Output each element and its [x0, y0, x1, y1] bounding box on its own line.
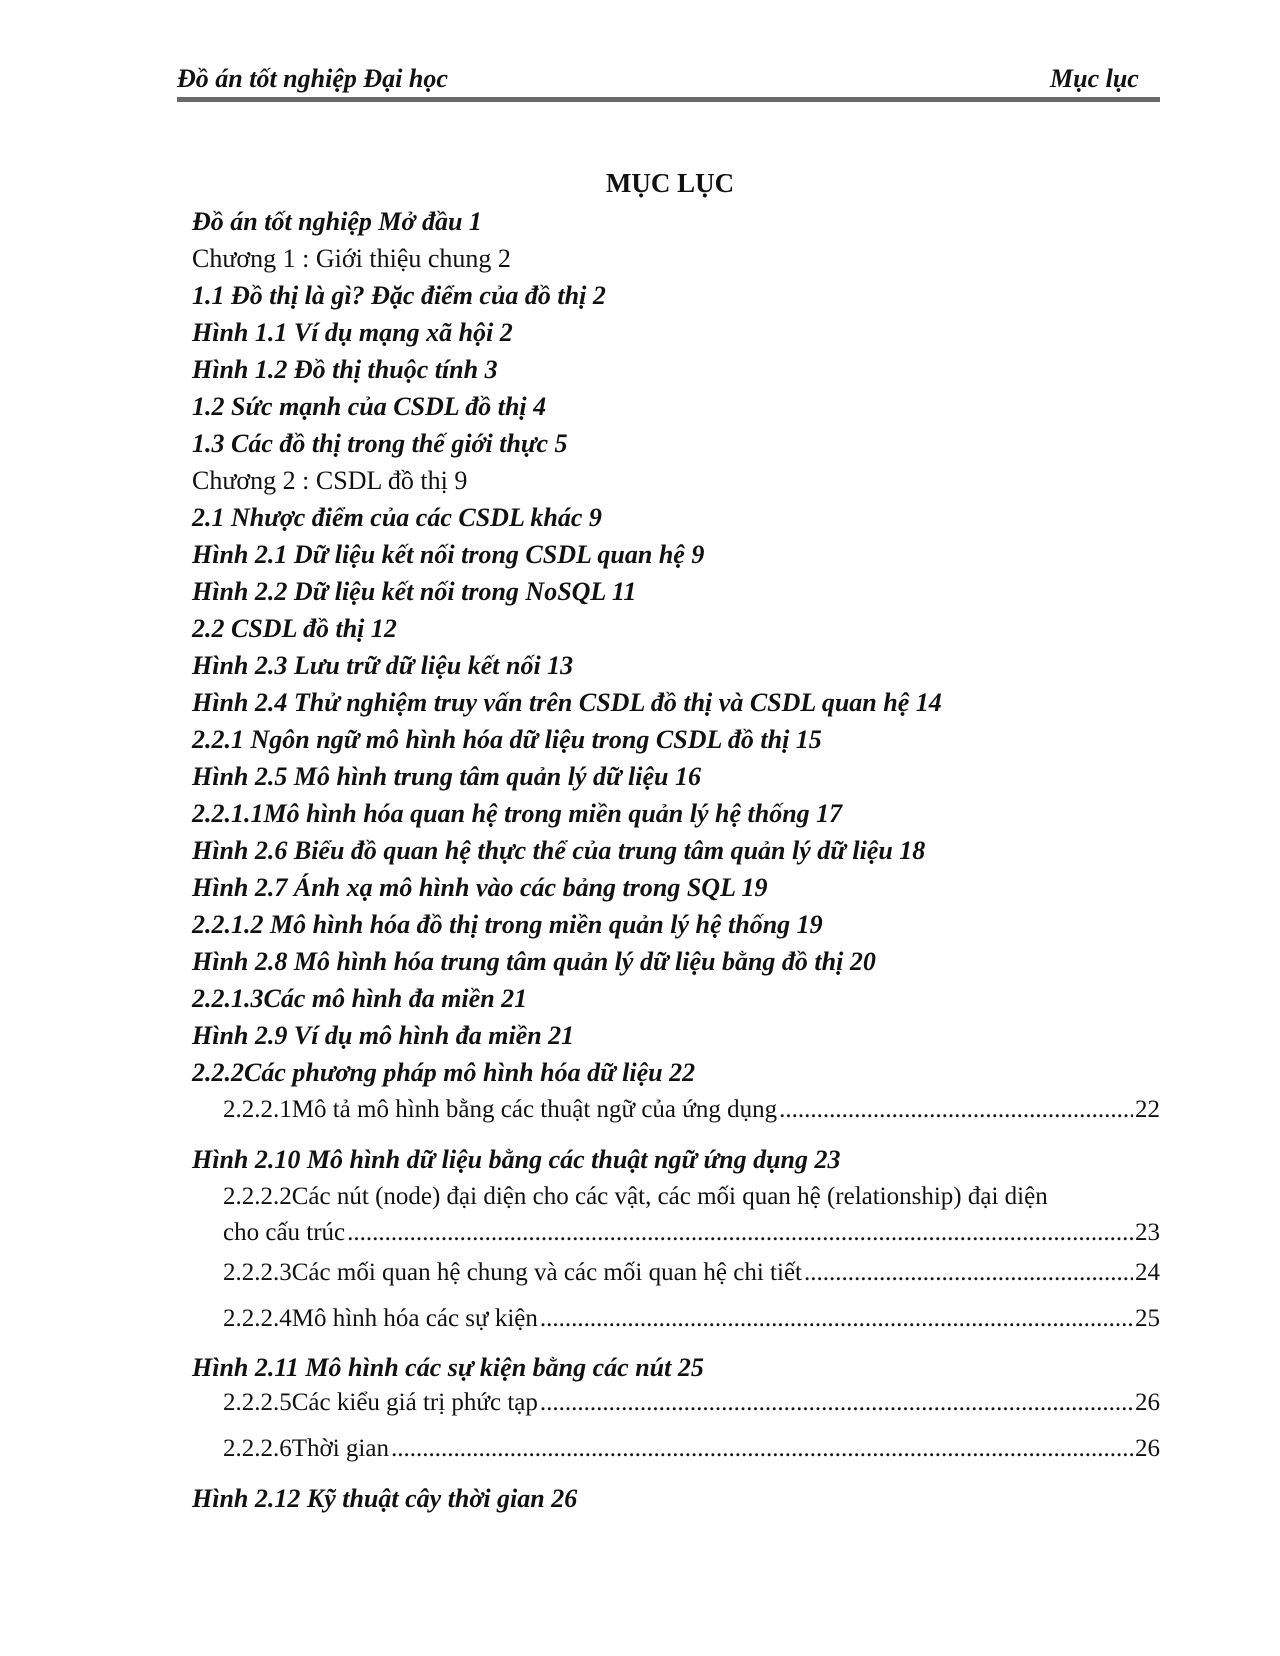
toc-entry[interactable]: 1.1 Đồ thị là gì? Đặc điểm của đồ thị 2	[192, 281, 606, 310]
toc-entry-label: 2.2.2.6Thời gian	[223, 1435, 389, 1462]
toc-entry-label: 2.2.2.5Các kiểu giá trị phức tạp	[223, 1389, 538, 1416]
toc-entry[interactable]: Hình 2.8 Mô hình hóa trung tâm quản lý dữ liệu bằng đồ thị 20	[192, 947, 876, 976]
toc-entry-dotted-multiline[interactable]	[223, 1179, 1160, 1251]
toc-entry[interactable]: Hình 2.2 Dữ liệu kết nối trong NoSQL 11	[192, 577, 637, 606]
toc-entry-label: 2.2.2.1Mô tả mô hình bằng các thuật ngữ của ứng dụng	[223, 1096, 778, 1123]
toc-entry[interactable]: Chương 1 : Giới thiệu chung 2	[192, 244, 511, 273]
toc-entry-label: 2.2.2.3Các mối quan hệ chung và các mối quan hệ chi tiết	[223, 1259, 802, 1286]
toc-entry[interactable]: 2.2.1.3Các mô hình đa miền 21	[192, 984, 528, 1013]
header-right-title: Mục lục	[1050, 64, 1139, 93]
toc-page-number: 22	[1135, 1096, 1160, 1123]
toc-entry-label: 2.2.2.2Các nút (node) đại diện cho các vật, các mối quan hệ (relationship) đại diện	[223, 1183, 1048, 1210]
toc-leader-dots	[391, 1434, 1133, 1464]
toc-leader-dots	[347, 1215, 1133, 1251]
toc-entry[interactable]: 2.2.2Các phương pháp mô hình hóa dữ liệu 22	[192, 1058, 696, 1087]
toc-entry-dotted[interactable]	[223, 1095, 1160, 1125]
toc-entry[interactable]: Hình 2.4 Thử nghiệm truy vấn trên CSDL đồ thị và CSDL quan hệ 14	[192, 688, 942, 717]
toc-entry[interactable]: 2.2.1.2 Mô hình hóa đồ thị trong miền quản lý hệ thống 19	[192, 910, 823, 939]
toc-entry[interactable]: Hình 2.9 Ví dụ mô hình đa miền 21	[192, 1021, 575, 1050]
toc-entry-dotted[interactable]	[223, 1434, 1160, 1464]
toc-entry-label-cont: cho cấu trúc	[223, 1219, 346, 1246]
toc-entry-dotted[interactable]	[223, 1304, 1160, 1334]
toc-entry[interactable]: Hình 2.6 Biểu đồ quan hệ thực thể của trung tâm quản lý dữ liệu 18	[192, 836, 926, 865]
toc-entry[interactable]: Đồ án tốt nghiệp Mở đầu 1	[192, 207, 482, 236]
toc-entry[interactable]: 1.3 Các đồ thị trong thế giới thực 5	[192, 429, 568, 458]
toc-leader-dots	[804, 1258, 1133, 1288]
toc-entry[interactable]: Hình 2.1 Dữ liệu kết nối trong CSDL quan hệ 9	[192, 540, 705, 569]
toc-entry[interactable]: Hình 2.10 Mô hình dữ liệu bằng các thuật ngữ ứng dụng 23	[192, 1145, 841, 1174]
toc-page-number: 26	[1135, 1435, 1160, 1462]
header-left-title: Đồ án tốt nghiệp Đại học	[177, 64, 448, 93]
toc-entry[interactable]: Hình 2.5 Mô hình trung tâm quản lý dữ liệu 16	[192, 762, 702, 791]
toc-entry[interactable]: 2.2.1 Ngôn ngữ mô hình hóa dữ liệu trong CSDL đồ thị 15	[192, 725, 822, 754]
toc-leader-dots	[540, 1388, 1133, 1418]
toc-page-number: 23	[1135, 1219, 1160, 1246]
header-rule	[177, 97, 1160, 102]
toc-entry-dotted[interactable]	[223, 1388, 1160, 1418]
toc-leader-dots	[540, 1304, 1133, 1334]
toc-page-number: 24	[1135, 1259, 1160, 1286]
toc-entry[interactable]: Hình 1.2 Đồ thị thuộc tính 3	[192, 355, 498, 384]
toc-entry-label: 2.2.2.4Mô hình hóa các sự kiện	[223, 1305, 538, 1332]
toc-entry[interactable]: Hình 1.1 Ví dụ mạng xã hội 2	[192, 318, 513, 347]
toc-entry[interactable]: Hình 2.11 Mô hình các sự kiện bằng các nút 25	[192, 1353, 704, 1382]
toc-entry[interactable]: Hình 2.3 Lưu trữ dữ liệu kết nối 13	[192, 651, 574, 680]
toc-entry[interactable]: Chương 2 : CSDL đồ thị 9	[192, 466, 468, 495]
toc-entry[interactable]: Hình 2.12 Kỹ thuật cây thời gian 26	[192, 1484, 578, 1513]
toc-page-number: 25	[1135, 1305, 1160, 1332]
toc-entry[interactable]: 1.2 Sức mạnh của CSDL đồ thị 4	[192, 392, 547, 421]
toc-entry-dotted[interactable]	[223, 1258, 1160, 1288]
toc-page-number: 26	[1135, 1389, 1160, 1416]
toc-entry[interactable]: Hình 2.7 Ánh xạ mô hình vào các bảng trong SQL 19	[192, 873, 768, 902]
toc-leader-dots	[779, 1095, 1133, 1125]
toc-entry[interactable]: 2.1 Nhược điểm của các CSDL khác 9	[192, 503, 602, 532]
page-title: MỤC LỤC	[605, 168, 735, 198]
toc-entry[interactable]: 2.2 CSDL đồ thị 12	[192, 614, 397, 643]
toc-entry[interactable]: 2.2.1.1Mô hình hóa quan hệ trong miền quản lý hệ thống 17	[192, 799, 843, 828]
